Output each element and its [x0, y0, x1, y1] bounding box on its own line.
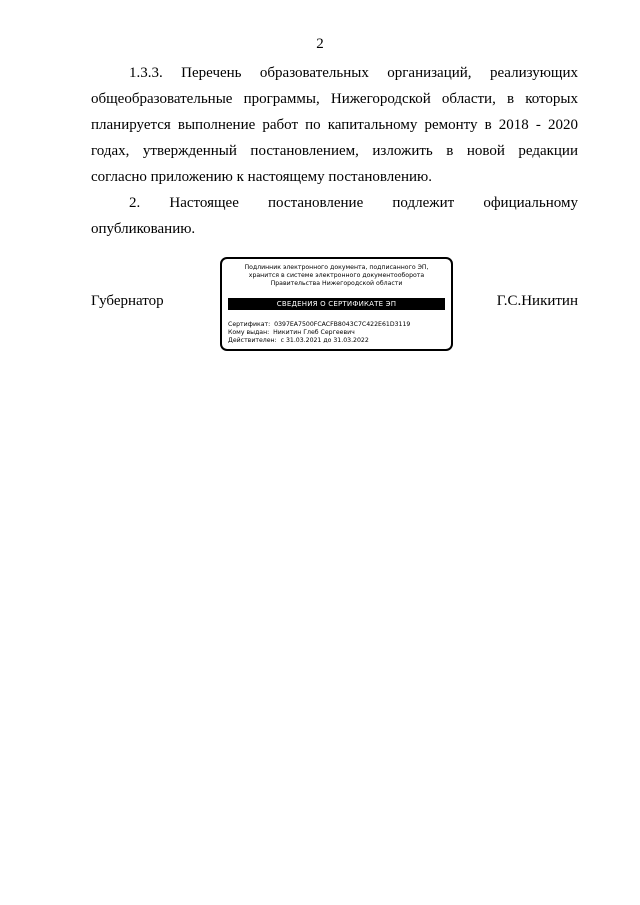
document-body: [91, 60, 578, 242]
certificate-validity-value: с 31.03.2021 до 31.03.2022: [280, 337, 369, 344]
certificate-details: [228, 321, 445, 345]
page-number: 2: [316, 36, 324, 52]
stamp-header-line: Подлинник электронного документа, подписанного ЭП,: [244, 264, 429, 271]
signature-block: [91, 257, 578, 357]
certificate-owner-value: Никитин Глеб Сергеевич: [273, 329, 355, 336]
certificate-serial-value: 0397EA7500FCACFB8043C7C422E61D3119: [274, 321, 411, 328]
certificate-validity-label: Действителен:: [228, 337, 279, 344]
paragraph-2: 2. Настоящее постановление подлежит официальному опубликованию.: [91, 195, 578, 237]
certificate-serial-row: [228, 321, 445, 329]
stamp-header-line: Правительства Нижегородской области: [270, 280, 403, 287]
electronic-signature-stamp: [220, 257, 453, 351]
certificate-serial-label: Сертификат:: [228, 321, 273, 328]
certificate-info-band: СВЕДЕНИЯ О СЕРТИФИКАТЕ ЭП: [228, 298, 445, 310]
certificate-owner-label: Кому выдан:: [228, 329, 272, 336]
stamp-header-line: хранится в системе электронного документооборота: [248, 272, 425, 279]
stamp-header: [228, 264, 445, 288]
paragraph-1-3-3: 1.3.3. Перечень образовательных организаций, реализующих общеобразовательные программы, Нижегородской области, в которых планируется выполнение работ по капитальному ремонту в 2018 - 2020 годах, утвержденный постановлением, изложить в новой редакции согласно приложению к настоящему постановлению.: [91, 65, 578, 185]
certificate-owner-row: [228, 329, 445, 337]
signatory-name: Г.С.Никитин: [496, 293, 578, 309]
certificate-validity-row: [228, 337, 445, 345]
signatory-title: Губернатор: [91, 293, 164, 309]
